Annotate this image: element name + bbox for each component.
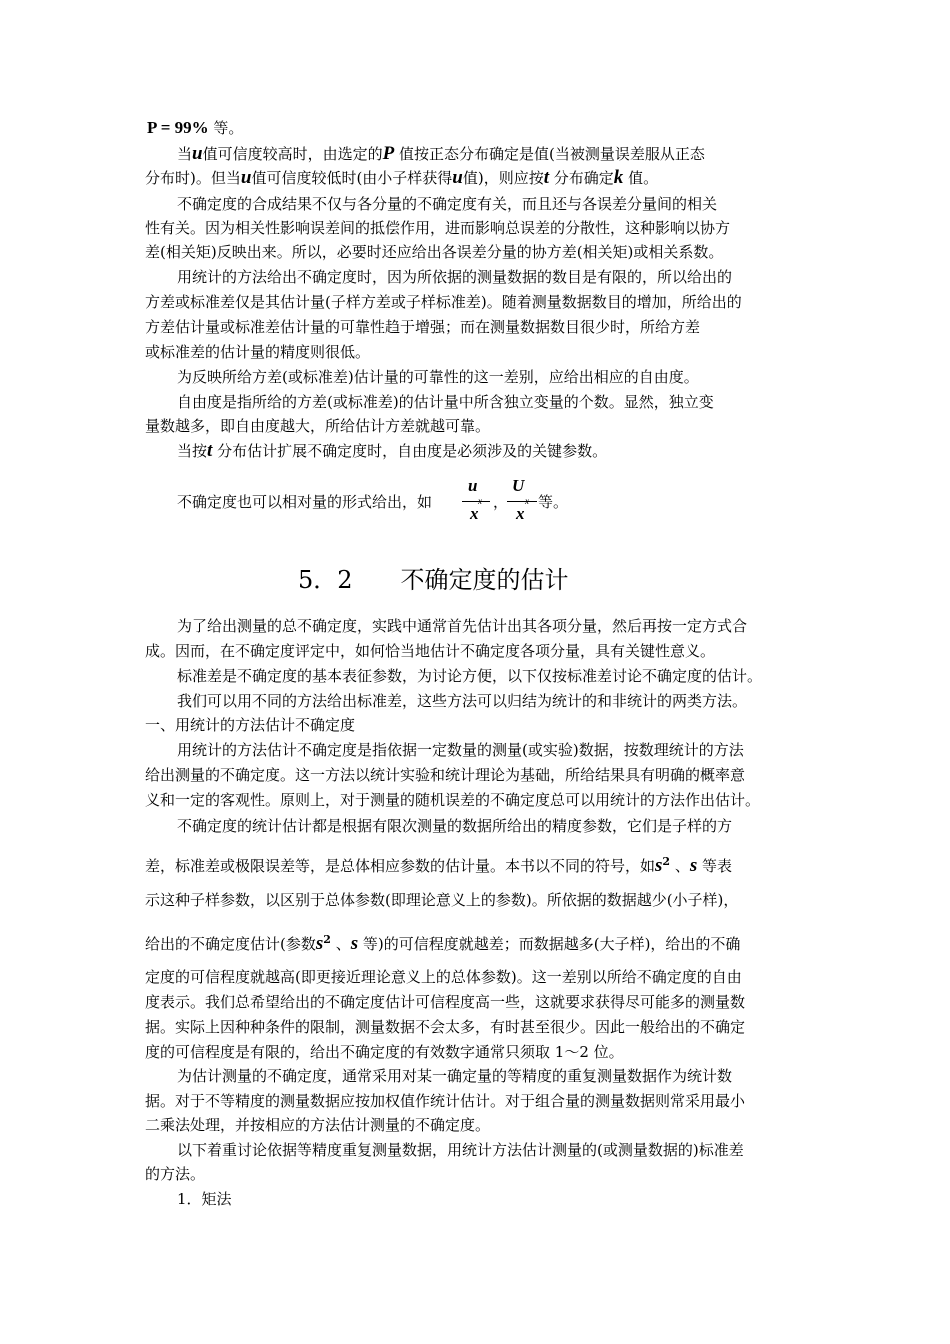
text-line: 自由度是指所给的方差(或标准差)的估计量中所含独立变量的个数。显然，独立变	[177, 393, 714, 411]
fraction-denominator: x	[470, 504, 479, 523]
text-line: 给出的不确定度估计(参数$s^2$ 、s 等)的可信程度就越差；而数据越多(大子样)，给出的不确	[145, 933, 741, 954]
text-line: 为估计测量的不确定度，通常采用对某一确定量的等精度的重复测量数据作为统计数	[177, 1067, 733, 1085]
fraction-numerator: U	[512, 476, 525, 495]
text-line: 我们可以用不同的方法给出标准差，这些方法可以归结为统计的和非统计的两类方法。	[177, 692, 748, 710]
math-superscript: 2	[323, 933, 331, 946]
math-variable: s	[655, 855, 663, 876]
fraction-bar	[507, 501, 537, 502]
math-variable: k	[613, 167, 624, 188]
math-variable: s	[689, 855, 698, 876]
text-line: 示这种子样参数，以区别于总体参数(即理论意义上的参数)。所依据的数据越少(小子样)，	[145, 891, 739, 909]
text-line: 差(相关矩)反映出来。所以，必要时还应给出各误差分量的协方差(相关矩)或相关系数。	[145, 243, 724, 261]
text-line: 的方法。	[145, 1165, 206, 1183]
text-line: 量数越多，即自由度越大，所给估计方差就越可靠。	[145, 417, 491, 435]
subsection-heading: 一、用统计的方法估计不确定度	[145, 716, 356, 734]
fraction-subscript: x	[525, 496, 529, 506]
math-variable: u	[452, 167, 463, 188]
text-line: 为了给出测量的总不确定度，实践中通常首先估计出其各项分量，然后再按一定方式合	[177, 617, 748, 635]
math-variable: t	[543, 167, 550, 188]
text-line: 二乘法处理，并按相应的方法估计测量的不确定度。	[145, 1116, 491, 1134]
math-variable: s	[315, 933, 324, 954]
fraction-numerator: u	[468, 476, 478, 495]
math-variable: u	[240, 167, 252, 188]
text-line: 给出测量的不确定度。这一方法以统计实验和统计理论为基础，所给结果具有明确的概率意	[145, 766, 746, 784]
text-line: 当u值可信度较高时，由选定的P 值按正态分布确定是值(当被测量误差服从正态	[177, 143, 705, 164]
fraction	[462, 476, 492, 526]
text-line: 义和一定的客观性。原则上，对于测量的随机误差的不确定度总可以用统计的方法作出估计。	[145, 791, 761, 809]
text-line: 方差估计量或标准差估计量的可靠性趋于增强；而在测量数据数目很少时，所给方差	[145, 318, 701, 336]
math-variable: t	[207, 440, 213, 461]
math-variable: u	[192, 143, 203, 164]
text-line: 度表示。我们总希望给出的不确定度估计可信程度高一些，这就要求获得尽可能多的测量数	[145, 993, 746, 1011]
math-variable: P	[382, 143, 395, 164]
text-line: 性有关。因为相关性影响误差间的抵偿作用，进而影响总误差的分散性，这种影响以协方	[145, 219, 731, 237]
fraction-subscript: x	[478, 496, 482, 506]
text-line: 不确定度的合成结果不仅与各分量的不确定度有关，而且还与各误差分量间的相关	[177, 195, 718, 213]
text-line: ，	[493, 493, 509, 511]
math-variable: s	[350, 933, 359, 954]
text-line: 度的可信程度是有限的，给出不确定度的有效数字通常只须取 1～2 位。	[145, 1043, 624, 1061]
fraction-bar	[462, 501, 490, 502]
fraction-denominator: x	[516, 504, 525, 523]
text-line: 用统计的方法估计不确定度是指依据一定数量的测量(或实验)数据，按数理统计的方法	[177, 741, 744, 759]
text-line: 以下着重讨论依据等精度重复测量数据，用统计方法估计测量的(或测量数据的)标准差	[177, 1141, 744, 1159]
text-line: 差，标准差或极限误差等，是总体相应参数的估计量。本书以不同的符号，如$s^2$ 、s 等表	[145, 855, 733, 876]
text-line: 为反映所给方差(或标准差)估计量的可靠性的这一差别，应给出相应的自由度。	[177, 368, 699, 386]
text-line: 据。实际上因种种条件的限制，测量数据不会太多，有时甚至很少。因此一般给出的不确定	[145, 1018, 746, 1036]
section-title: 不确定度的估计	[400, 566, 569, 594]
text-line: 成。因而，在不确定度评定中，如何恰当地估计不确定度各项分量，具有关键性意义。	[145, 642, 716, 660]
text-line: 据。对于不等精度的测量数据应按加权值作统计估计。对于组合量的测量数据则常采用最小	[145, 1092, 746, 1110]
text-line: 标准差是不确定度的基本表征参数，为讨论方便，以下仅按标准差讨论不确定度的估计。	[177, 667, 763, 685]
math-superscript: 2	[662, 855, 671, 868]
section-number: 5．2	[298, 566, 353, 594]
text-line: 定度的可信程度就越高(即更接近理论意义上的总体参数)。这一差别以所给不确定度的自由	[145, 968, 742, 986]
equation: P = 99%	[147, 118, 209, 137]
text-line: P = 99% 等。	[147, 118, 244, 137]
text-line: 等。	[538, 493, 569, 511]
text-line: 当按t 分布估计扩展不确定度时，自由度是必须涉及的关键参数。	[177, 440, 608, 461]
text-line: 分布时)。但当u值可信度较低时(由小子样获得u值)，则应按t 分布确定k 值。	[145, 167, 659, 188]
text-line: 用统计的方法给出不确定度时，因为所依据的测量数据的数目是有限的，所以给出的	[177, 268, 733, 286]
text-line: 方差或标准差仅是其估计量(子样方差或子样标准差)。随着测量数据数目的增加，所给出的	[145, 293, 742, 311]
subsection-heading: 1．矩法	[177, 1190, 232, 1208]
text-line: 不确定度的统计估计都是根据有限次测量的数据所给出的精度参数，它们是子样的方	[177, 817, 733, 835]
section-heading	[298, 565, 569, 595]
fraction	[507, 476, 539, 526]
text-line: 或标准差的估计量的精度则很低。	[145, 343, 371, 361]
text-line: 不确定度也可以相对量的形式给出，如	[177, 493, 433, 511]
